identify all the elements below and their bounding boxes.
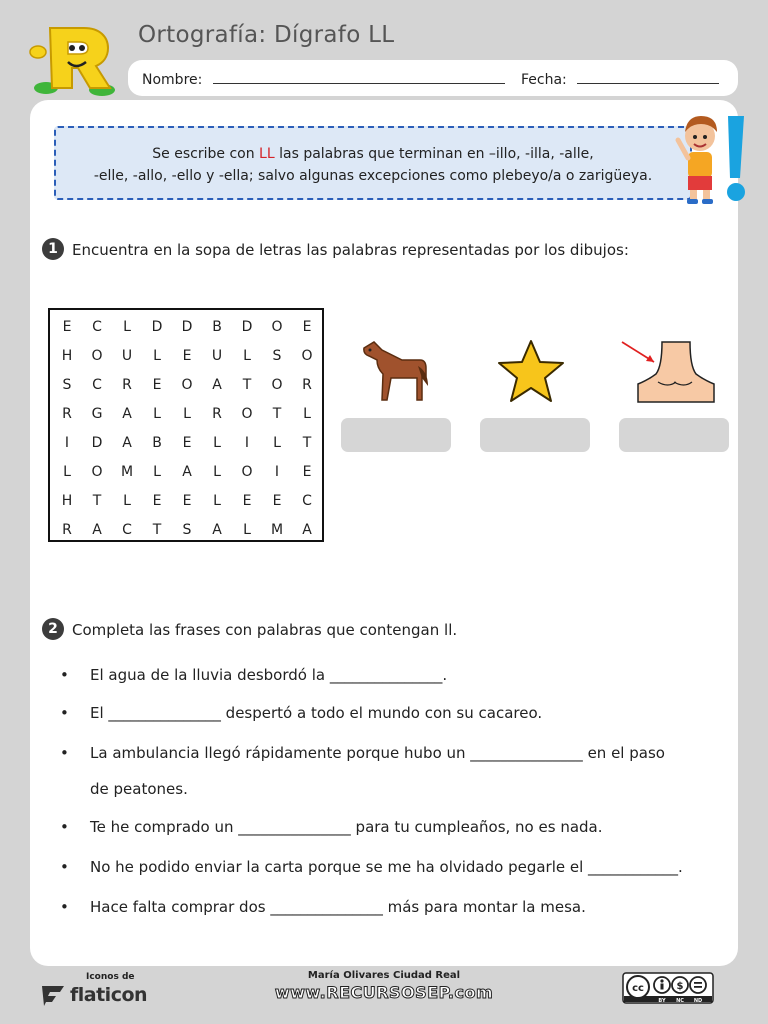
word-search-cell[interactable]: S bbox=[272, 348, 282, 364]
word-search-cell[interactable]: E bbox=[182, 348, 192, 364]
word-search-cell[interactable]: E bbox=[302, 319, 312, 335]
word-search-cell[interactable]: U bbox=[121, 348, 133, 364]
flaticon-credit bbox=[40, 972, 150, 1008]
word-search-cell[interactable]: A bbox=[212, 377, 222, 393]
rule-line-2: -elle, -allo, -ello y -ella; salvo algunas excepciones como plebeyo/a o zarigüeya. bbox=[93, 168, 653, 184]
word-search-row bbox=[50, 342, 322, 371]
question-1-text: Encuentra en la sopa de letras las palabras representadas por los dibujos: bbox=[72, 241, 629, 259]
sentence-item[interactable]: • El _______________ despertó a todo el mundo con su cacareo. bbox=[60, 704, 543, 722]
fecha-line[interactable] bbox=[577, 72, 719, 84]
word-search-cell[interactable]: E bbox=[302, 464, 312, 480]
word-search-cell[interactable]: I bbox=[244, 435, 250, 451]
nombre-label: Nombre: bbox=[142, 72, 203, 88]
word-search-cell[interactable]: A bbox=[182, 464, 192, 480]
word-search-cell[interactable]: T bbox=[272, 406, 282, 422]
creative-commons-license-icon[interactable] bbox=[622, 972, 714, 1004]
word-search-cell[interactable]: L bbox=[213, 435, 221, 451]
sentence-item[interactable]: • Hace falta comprar dos _______________ más para montar la mesa. bbox=[60, 898, 586, 916]
word-search-cell[interactable]: L bbox=[243, 348, 251, 364]
word-search-cell[interactable]: L bbox=[153, 406, 161, 422]
word-search-cell[interactable]: B bbox=[212, 319, 222, 335]
word-search-cell[interactable]: I bbox=[274, 464, 280, 480]
word-search-cell[interactable]: D bbox=[151, 319, 163, 335]
word-search-cell[interactable]: L bbox=[303, 406, 311, 422]
answer-box-neck[interactable] bbox=[619, 418, 729, 452]
word-search-cell[interactable]: E bbox=[152, 377, 162, 393]
word-search-cell[interactable]: C bbox=[92, 319, 102, 335]
word-search-cell[interactable]: H bbox=[61, 348, 73, 364]
word-search-cell[interactable]: G bbox=[91, 406, 103, 422]
word-search-cell[interactable]: E bbox=[272, 493, 282, 509]
word-search-cell[interactable]: A bbox=[122, 435, 132, 451]
word-search-row bbox=[50, 313, 322, 342]
recursosep-logo bbox=[28, 18, 124, 98]
svg-text:$: $ bbox=[676, 981, 684, 992]
word-search-cell[interactable]: A bbox=[212, 522, 222, 538]
word-search-cell[interactable]: L bbox=[213, 464, 221, 480]
word-search-cell[interactable]: L bbox=[273, 435, 281, 451]
word-search-row bbox=[50, 458, 322, 487]
word-search-row bbox=[50, 400, 322, 429]
word-search-cell[interactable]: O bbox=[271, 319, 283, 335]
question-1-number: 1 bbox=[42, 238, 64, 260]
sentence-item[interactable]: • Te he comprado un _______________ para tu cumpleaños, no es nada. bbox=[60, 818, 603, 836]
word-search-cell[interactable]: L bbox=[213, 493, 221, 509]
word-search-row bbox=[50, 516, 322, 545]
neck-illustration bbox=[618, 336, 718, 404]
sentence-item[interactable]: • La ambulancia llegó rápidamente porque hubo un _______________ en el paso de peatones. bbox=[60, 744, 720, 798]
word-search-cell[interactable]: L bbox=[153, 464, 161, 480]
sentence-list bbox=[60, 666, 720, 916]
word-search-cell[interactable]: U bbox=[211, 348, 223, 364]
name-date-bar bbox=[128, 60, 738, 96]
word-search-row bbox=[50, 487, 322, 516]
author-credit bbox=[260, 970, 508, 1002]
word-search-cell[interactable]: M bbox=[120, 464, 134, 480]
fecha-label: Fecha: bbox=[521, 72, 567, 88]
question-2-text: Completa las frases con palabras que contengan ll. bbox=[72, 621, 458, 639]
word-search-cell[interactable]: A bbox=[302, 522, 312, 538]
fecha-field[interactable] bbox=[521, 72, 719, 88]
word-search-cell[interactable]: E bbox=[182, 493, 192, 509]
license-nc: NC bbox=[676, 998, 684, 1004]
word-search-cell[interactable]: D bbox=[241, 319, 253, 335]
word-search-cell[interactable]: S bbox=[62, 377, 72, 393]
word-search-cell[interactable]: E bbox=[152, 493, 162, 509]
word-search-cell[interactable]: R bbox=[62, 522, 72, 538]
word-search-cell[interactable]: L bbox=[63, 464, 71, 480]
kid-exclamation-illustration bbox=[674, 110, 750, 208]
nombre-line[interactable] bbox=[213, 72, 505, 84]
word-search-cell[interactable]: T bbox=[152, 522, 162, 538]
word-search-cell[interactable]: T bbox=[242, 377, 252, 393]
answer-box-star[interactable] bbox=[480, 418, 590, 452]
sentence-continuation: de peatones. bbox=[90, 780, 188, 798]
word-search-cell[interactable]: A bbox=[92, 522, 102, 538]
word-search-cell[interactable]: E bbox=[62, 319, 72, 335]
horse-illustration bbox=[356, 338, 432, 406]
word-search-cell[interactable]: L bbox=[123, 493, 131, 509]
sentence-item[interactable]: • No he podido enviar la carta porque se me ha olvidado pegarle el ____________. bbox=[60, 858, 683, 876]
word-search-cell[interactable]: R bbox=[122, 377, 132, 393]
word-search-cell[interactable]: L bbox=[123, 319, 131, 335]
rule-box bbox=[54, 126, 692, 200]
page-title: Ortografía: Dígrafo LL bbox=[138, 22, 395, 48]
question-2-number: 2 bbox=[42, 618, 64, 640]
word-search-cell[interactable]: O bbox=[181, 377, 193, 393]
word-search-cell[interactable]: C bbox=[122, 522, 132, 538]
icons-by-label: Iconos de bbox=[86, 972, 135, 982]
answer-box-horse[interactable] bbox=[341, 418, 451, 452]
word-search-cell[interactable]: O bbox=[301, 348, 313, 364]
word-search-cell[interactable]: T bbox=[92, 493, 102, 509]
word-search-cell[interactable]: O bbox=[91, 348, 103, 364]
word-search-cell[interactable]: L bbox=[243, 522, 251, 538]
worksheet bbox=[30, 100, 738, 966]
sentence-item[interactable]: • El agua de la lluvia desbordó la _______________. bbox=[60, 666, 448, 684]
word-search-cell[interactable]: D bbox=[181, 319, 193, 335]
star-illustration bbox=[496, 338, 566, 404]
word-search-row bbox=[50, 371, 322, 400]
word-search-cell[interactable]: O bbox=[91, 464, 103, 480]
word-search-cell[interactable]: L bbox=[153, 348, 161, 364]
word-search-cell[interactable]: T bbox=[302, 435, 312, 451]
word-search-cell[interactable]: C bbox=[302, 493, 312, 509]
word-search-cell[interactable]: E bbox=[182, 435, 192, 451]
flaticon-logo-icon bbox=[40, 984, 66, 1006]
svg-text:cc: cc bbox=[632, 983, 644, 994]
nombre-field[interactable] bbox=[142, 72, 505, 88]
word-search-grid[interactable] bbox=[48, 308, 324, 542]
word-search-cell[interactable]: R bbox=[62, 406, 72, 422]
word-search-cell[interactable]: C bbox=[92, 377, 102, 393]
word-search-cell[interactable]: A bbox=[122, 406, 132, 422]
website-link[interactable]: www.RECURSOSEP.com bbox=[274, 983, 494, 1002]
license-nd: ND bbox=[693, 998, 703, 1004]
word-search-cell[interactable]: R bbox=[212, 406, 222, 422]
ll-highlight: LL bbox=[259, 146, 275, 162]
word-search-cell[interactable]: S bbox=[182, 522, 192, 538]
word-search-cell[interactable]: O bbox=[241, 464, 253, 480]
license-by: BY bbox=[658, 998, 666, 1004]
word-search-cell[interactable]: H bbox=[61, 493, 73, 509]
rule-line-1: Se escribe con LL las palabras que terminan en –illo, -illa, -alle, bbox=[152, 146, 594, 162]
word-search-cell[interactable]: R bbox=[302, 377, 312, 393]
word-search-cell[interactable]: O bbox=[241, 406, 253, 422]
flaticon-brand: flaticon bbox=[70, 984, 148, 1006]
word-search-cell[interactable]: I bbox=[64, 435, 70, 451]
word-search-cell[interactable]: O bbox=[271, 377, 283, 393]
author-name: María Olivares Ciudad Real bbox=[307, 970, 461, 981]
word-search-cell[interactable]: B bbox=[152, 435, 162, 451]
word-search-cell[interactable]: L bbox=[183, 406, 191, 422]
word-search-row bbox=[50, 429, 322, 458]
word-search-cell[interactable]: D bbox=[91, 435, 103, 451]
word-search-cell[interactable]: E bbox=[242, 493, 252, 509]
word-search-cell[interactable]: M bbox=[270, 522, 284, 538]
